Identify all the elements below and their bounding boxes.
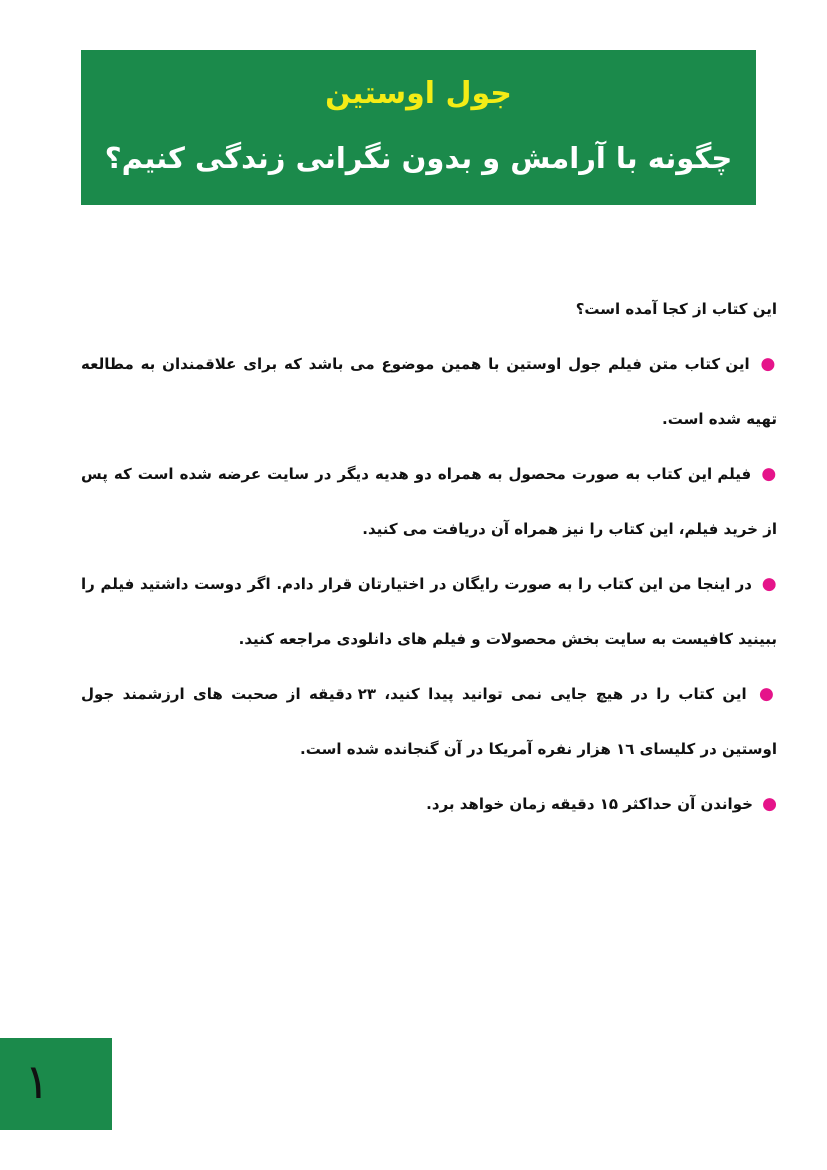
paragraph-4 (81, 667, 777, 777)
paragraph-5 (81, 777, 777, 832)
paragraph-text: خواندن آن حداکثر ۱۵ دقیقه زمان خواهد برد. (426, 795, 753, 813)
bullet-icon: ● (761, 464, 777, 484)
paragraph-1 (81, 337, 777, 447)
paragraph-text: در اینجا من این کتاب را به صورت رایگان در اختیارتان قرار دادم. اگر دوست داشتید فیلم را ببینید کافیست به سایت بخش محصولات و فیلم های دانلودی مراجعه کنید. (81, 575, 777, 648)
paragraph-3 (81, 557, 777, 667)
paragraph-text: این کتاب متن فیلم جول اوستین با همین موضوع می باشد که برای علاقمندان به مطالعه تهیه شده است. (81, 355, 777, 428)
bullet-icon: ● (758, 684, 777, 704)
question-heading: این کتاب از کجا آمده است؟ (575, 300, 777, 318)
paragraph-text: این کتاب را در هیچ جایی نمی توانید پیدا کنید، ۲۳ دقیقه از صحبت های ارزشمند جول اوستین در کلیسای ١٦ هزار نفره آمریکا در آن گنجانده شده است. (81, 685, 777, 758)
body-text (81, 282, 777, 832)
title-banner (81, 50, 756, 205)
paragraph-2 (81, 447, 777, 557)
book-subtitle: چگونه با آرامش و بدون نگرانی زندگی کنیم؟ (104, 141, 733, 175)
bullet-icon: ● (761, 574, 777, 594)
bullet-icon: ● (760, 354, 777, 374)
paragraph-text: فیلم این کتاب به صورت محصول به همراه دو هدیه دیگر در سایت عرضه شده است که پس از خرید فیلم، این کتاب را نیز همراه آن دریافت می کنید. (81, 465, 777, 538)
author-title: جول اوستین (325, 76, 512, 111)
page-number-box (0, 1038, 112, 1130)
bullet-icon: ● (762, 794, 777, 814)
page-number: ١ (24, 1054, 50, 1110)
